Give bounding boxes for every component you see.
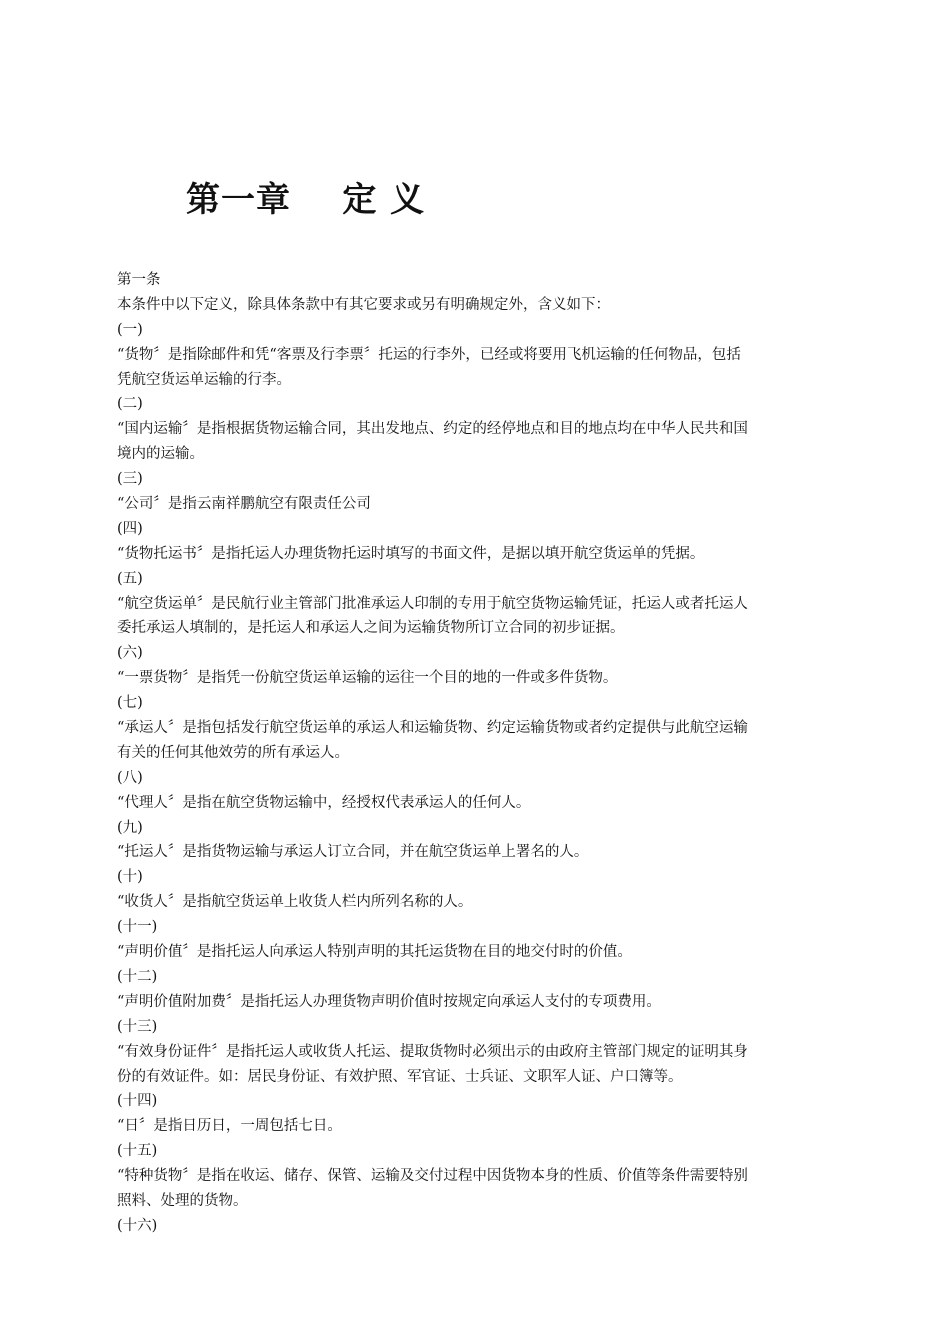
definition-item bbox=[117, 641, 817, 691]
definition-text-line: 境内的运输。 bbox=[117, 446, 204, 463]
definition-text-line: “声明价值〞是指托运人向承运人特别声明的其托运货物在目的地交付时的价值。 bbox=[117, 944, 632, 961]
definition-item bbox=[117, 766, 817, 816]
definition-text-line: “有效身份证件〞是指托运人或收货人托运、提取货物时必须出示的由政府主管部门规定的证明其身 bbox=[117, 1043, 748, 1060]
definition-text-line: 照料、处理的货物。 bbox=[117, 1192, 248, 1209]
definition-text-line: “收货人〞是指航空货运单上收货人栏内所列名称的人。 bbox=[117, 894, 473, 911]
definition-text-line: 委托承运人填制的，是托运人和承运人之间为运输货物所订立合同的初步证据。 bbox=[117, 620, 625, 637]
definition-number: (八) bbox=[117, 769, 143, 786]
definition-item bbox=[117, 691, 817, 766]
definition-text-line: “货物托运书〞是指托运人办理货物托运时填写的书面文件，是据以填开航空货运单的凭据。 bbox=[117, 545, 705, 562]
definition-text-line: “特种货物〞是指在收运、储存、保管、运输及交付过程中因货物本身的性质、价值等条件需要特别 bbox=[117, 1168, 748, 1185]
definitions-list bbox=[117, 318, 817, 1239]
definition-item bbox=[117, 392, 817, 467]
definition-item bbox=[117, 467, 817, 517]
definition-item bbox=[117, 865, 817, 915]
definition-text-line: “托运人〞是指货物运输与承运人订立合同，并在航空货运单上署名的人。 bbox=[117, 844, 589, 861]
definition-item bbox=[117, 318, 817, 393]
definition-text-line: “公司〞是指云南祥鹏航空有限责任公司 bbox=[117, 496, 371, 513]
definition-text-line: “货物〞是指除邮件和凭“客票及行李票〞托运的行李外，已经或将要用飞机运输的任何物品，包括 bbox=[117, 346, 741, 363]
definition-number: (十六) bbox=[117, 1217, 158, 1234]
definition-number: (十) bbox=[117, 869, 143, 886]
chapter-title: 第一章 定 义 bbox=[186, 180, 426, 220]
definition-number: (六) bbox=[117, 645, 143, 662]
definition-text-line: “代理人〞是指在航空货物运输中，经授权代表承运人的任何人。 bbox=[117, 794, 531, 811]
definition-number: (五) bbox=[117, 570, 143, 587]
definition-text-line: “国内运输〞是指根据货物运输合同，其出发地点、约定的经停地点和目的地点均在中华人民共和国 bbox=[117, 421, 748, 438]
definition-number: (四) bbox=[117, 520, 143, 537]
definition-item bbox=[117, 1214, 817, 1239]
definition-number: (三) bbox=[117, 471, 143, 488]
definition-item bbox=[117, 1139, 817, 1214]
intro-paragraph: 本条件中以下定义，除具体条款中有其它要求或另有明确规定外，含义如下： bbox=[117, 296, 610, 313]
definition-number: (二) bbox=[117, 396, 143, 413]
definition-text-line: “声明价值附加费〞是指托运人办理货物声明价值时按规定向承运人支付的专项费用。 bbox=[117, 993, 661, 1010]
definition-number: (十二) bbox=[117, 968, 158, 985]
definition-item bbox=[117, 1089, 817, 1139]
document-body bbox=[117, 268, 817, 1239]
definition-number: (一) bbox=[117, 321, 143, 338]
definition-text-line: “承运人〞是指包括发行航空货运单的承运人和运输货物、约定运输货物或者约定提供与此航空运输 bbox=[117, 720, 748, 737]
article-heading: 第一条 bbox=[117, 272, 161, 288]
definition-item bbox=[117, 816, 817, 866]
definition-number: (九) bbox=[117, 819, 143, 836]
definition-number: (十一) bbox=[117, 919, 158, 936]
definition-text-line: “航空货运单〞是民航行业主管部门批准承运人印制的专用于航空货物运输凭证，托运人或者托运人 bbox=[117, 595, 748, 612]
definition-text-line: 份的有效证件。如：居民身份证、有效护照、军官证、士兵证、文职军人证、户口簿等。 bbox=[117, 1068, 683, 1085]
definition-item bbox=[117, 915, 817, 965]
definition-number: (十五) bbox=[117, 1143, 158, 1160]
definition-number: (十三) bbox=[117, 1018, 158, 1035]
definition-number: (十四) bbox=[117, 1093, 158, 1110]
definition-text-line: “日〞是指日历日，一周包括七日。 bbox=[117, 1118, 342, 1135]
definition-item bbox=[117, 567, 817, 642]
definition-text-line: “一票货物〞是指凭一份航空货运单运输的运往一个目的地的一件或多件货物。 bbox=[117, 670, 618, 687]
definition-text-line: 有关的任何其他效劳的所有承运人。 bbox=[117, 744, 349, 761]
definition-item bbox=[117, 1015, 817, 1090]
definition-number: (七) bbox=[117, 695, 143, 712]
definition-item bbox=[117, 517, 817, 567]
definition-text-line: 凭航空货运单运输的行李。 bbox=[117, 371, 291, 388]
definition-item bbox=[117, 965, 817, 1015]
